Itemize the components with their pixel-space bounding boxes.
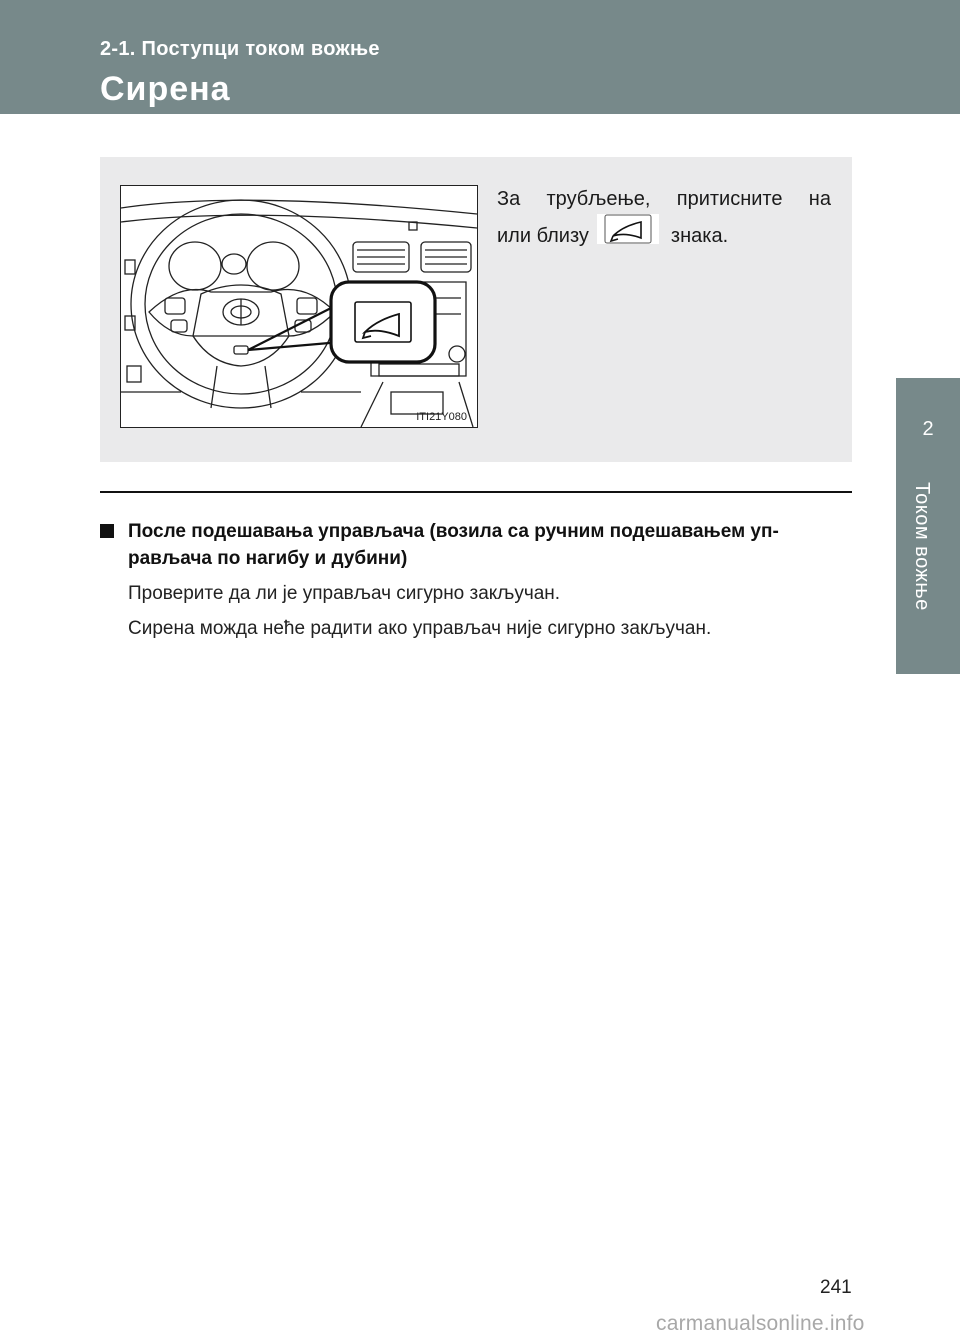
square-bullet-icon [100,524,114,538]
figure-panel [100,157,852,462]
watermark: carmanualsonline.info [656,1312,865,1335]
caption-text-before: или близу [497,225,589,247]
note-paragraph: Проверите да ли је управљач сигурно закључан. [128,583,561,604]
note-heading [100,518,855,572]
section-divider [100,491,852,493]
page-title: Сирена [100,70,231,108]
section-label: 2-1. Поступци током вожње [100,38,380,60]
note-heading-text: После подешавања управљача (возила са ручним подешавањем уп-рављача по нагибу и дубини) [128,521,779,569]
page-number: 241 [820,1277,852,1298]
page-header [0,0,960,114]
caption-line-1 [497,181,831,218]
figure-caption [497,181,831,255]
steering-wheel-illustration [120,185,478,428]
chapter-title: Током вожње [911,482,933,611]
caption-line-2 [497,218,831,255]
note-paragraph: Сирена можда неће радити ако управљач није сигурно закључан. [128,618,712,639]
steering-wheel-drawing [121,186,477,427]
caption-text-after: знака. [670,225,729,247]
caption-word: трубљење, [546,188,651,210]
figure-code: ITI21Y080 [416,411,467,423]
caption-word: За [497,188,521,210]
horn-icon [355,302,411,342]
chapter-side-tab [896,378,960,674]
chapter-number: 2 [922,418,934,440]
caption-word: на [808,188,831,210]
caption-word: притисните [676,188,783,210]
note-block [100,518,855,642]
horn-icon [597,214,659,244]
